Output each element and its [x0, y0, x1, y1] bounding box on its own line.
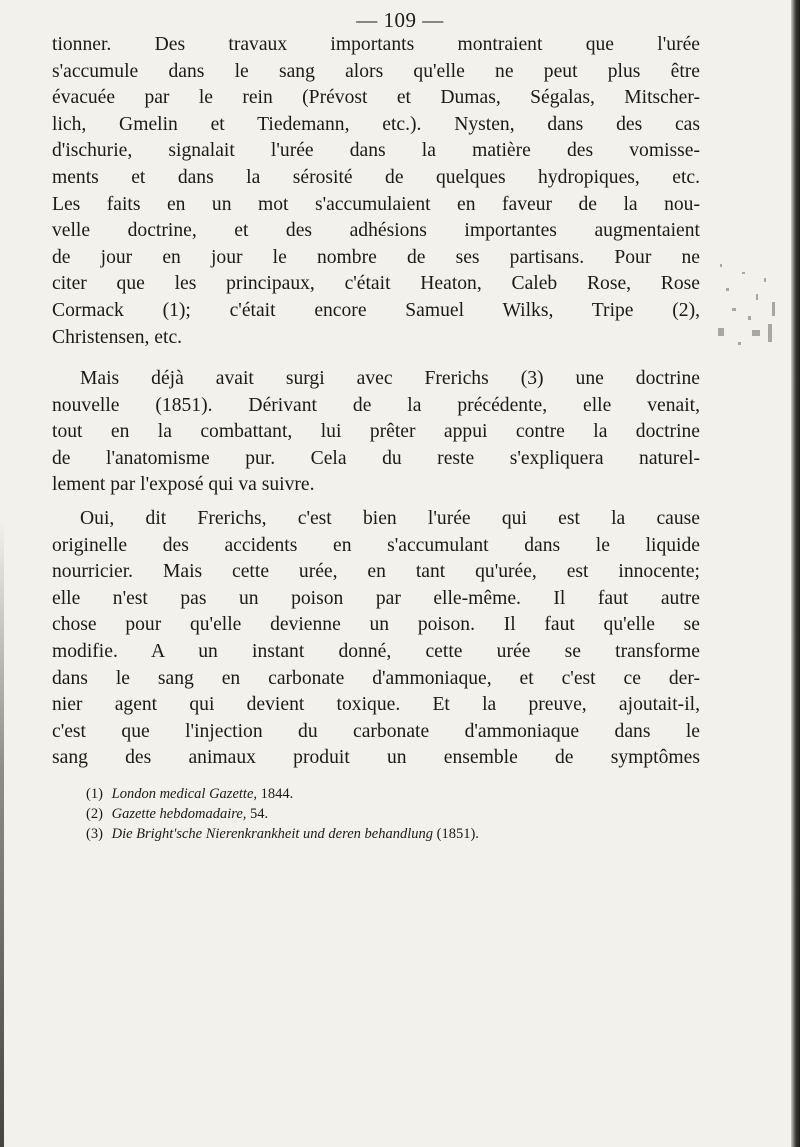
text-line: lement par l'exposé qui va suivre.: [52, 474, 315, 496]
footnote-2: [86, 804, 686, 824]
text-line: de l'anatomisme pur. Cela du reste s'expliquera naturel-: [52, 447, 700, 469]
text-line: Les faits en un mot s'accumulaient en faveur de la nou-: [52, 193, 700, 215]
footnote-detail: (1851).: [432, 826, 479, 842]
text-line: Christensen, etc.: [52, 326, 183, 348]
text-line: tout en la combattant, lui prêter appui contre la doctrine: [52, 421, 700, 443]
text-line: évacuée par le rein (Prévost et Dumas, Ségalas, Mitscher-: [52, 87, 700, 109]
text-line: c'est que l'injection du carbonate d'ammoniaque dans le: [52, 720, 700, 742]
text-line: lich, Gmelin et Tiedemann, etc.). Nysten, dans des cas: [52, 113, 700, 135]
text-line: de jour en jour le nombre de ses partisans. Pour ne: [52, 246, 700, 268]
text-line: chose pour qu'elle devienne un poison. Il faut qu'elle se: [52, 614, 700, 636]
text-line: Mais déjà avait surgi avec Frerichs (3) une doctrine: [80, 368, 700, 389]
page-edge-shadow-left: [0, 520, 4, 1147]
text-line: velle doctrine, et des adhésions importantes augmentaient: [52, 220, 700, 242]
text-line: originelle des accidents en s'accumulant dans le liquide: [52, 534, 700, 556]
text-line: ments et dans la sérosité de quelques hydropiques, etc.: [52, 166, 700, 188]
show-through-smudge: [712, 258, 782, 378]
paragraph-2: [52, 366, 700, 499]
footnote-title: London medical Gazette,: [111, 786, 258, 802]
paragraph-1: [52, 32, 700, 351]
text-line: citer que les principaux, c'était Heaton, Caleb Rose, Rose: [52, 273, 700, 295]
text-line: sang des animaux produit un ensemble de symptômes: [52, 747, 700, 769]
text-line: Cormack (1); c'était encore Samuel Wilks, Tripe (2),: [52, 299, 700, 321]
text-line: tionner. Des travaux importants montraient que l'urée: [52, 34, 700, 55]
text-line: nourricier. Mais cette urée, en tant qu'urée, est innocente;: [52, 561, 700, 583]
page-number: — 109 —: [356, 8, 444, 32]
text-line: modifie. A un instant donné, cette urée se transforme: [52, 640, 700, 662]
footnote-number: (1): [86, 786, 103, 802]
text-line: nouvelle (1851). Dérivant de la précédente, elle venait,: [52, 394, 700, 416]
footnote-title: Die Bright'sche Nierenkrankheit und deren behandlung: [111, 826, 433, 842]
paragraph-3: [52, 506, 700, 772]
footnotes: [86, 784, 686, 844]
text-line: d'ischurie, signalait l'urée dans la matière des vomisse-: [52, 140, 700, 162]
footnote-detail: 54.: [246, 806, 269, 822]
footnote-3: [86, 824, 686, 844]
text-line: nier agent qui devient toxique. Et la preuve, ajoutait-il,: [52, 694, 700, 716]
text-line: Oui, dit Frerichs, c'est bien l'urée qui est la cause: [80, 508, 700, 529]
text-line: s'accumule dans le sang alors qu'elle ne peut plus être: [52, 60, 700, 82]
footnote-1: [86, 784, 686, 804]
footnote-title: Gazette hebdomadaire,: [111, 806, 247, 822]
page-edge-shadow: [791, 0, 800, 1147]
text-line: elle n'est pas un poison par elle-même. Il faut autre: [52, 587, 700, 609]
footnote-number: (2): [86, 806, 103, 822]
footnote-number: (3): [86, 826, 103, 842]
footnote-detail: 1844.: [257, 786, 294, 802]
text-line: dans le sang en carbonate d'ammoniaque, et c'est ce der-: [52, 667, 700, 689]
